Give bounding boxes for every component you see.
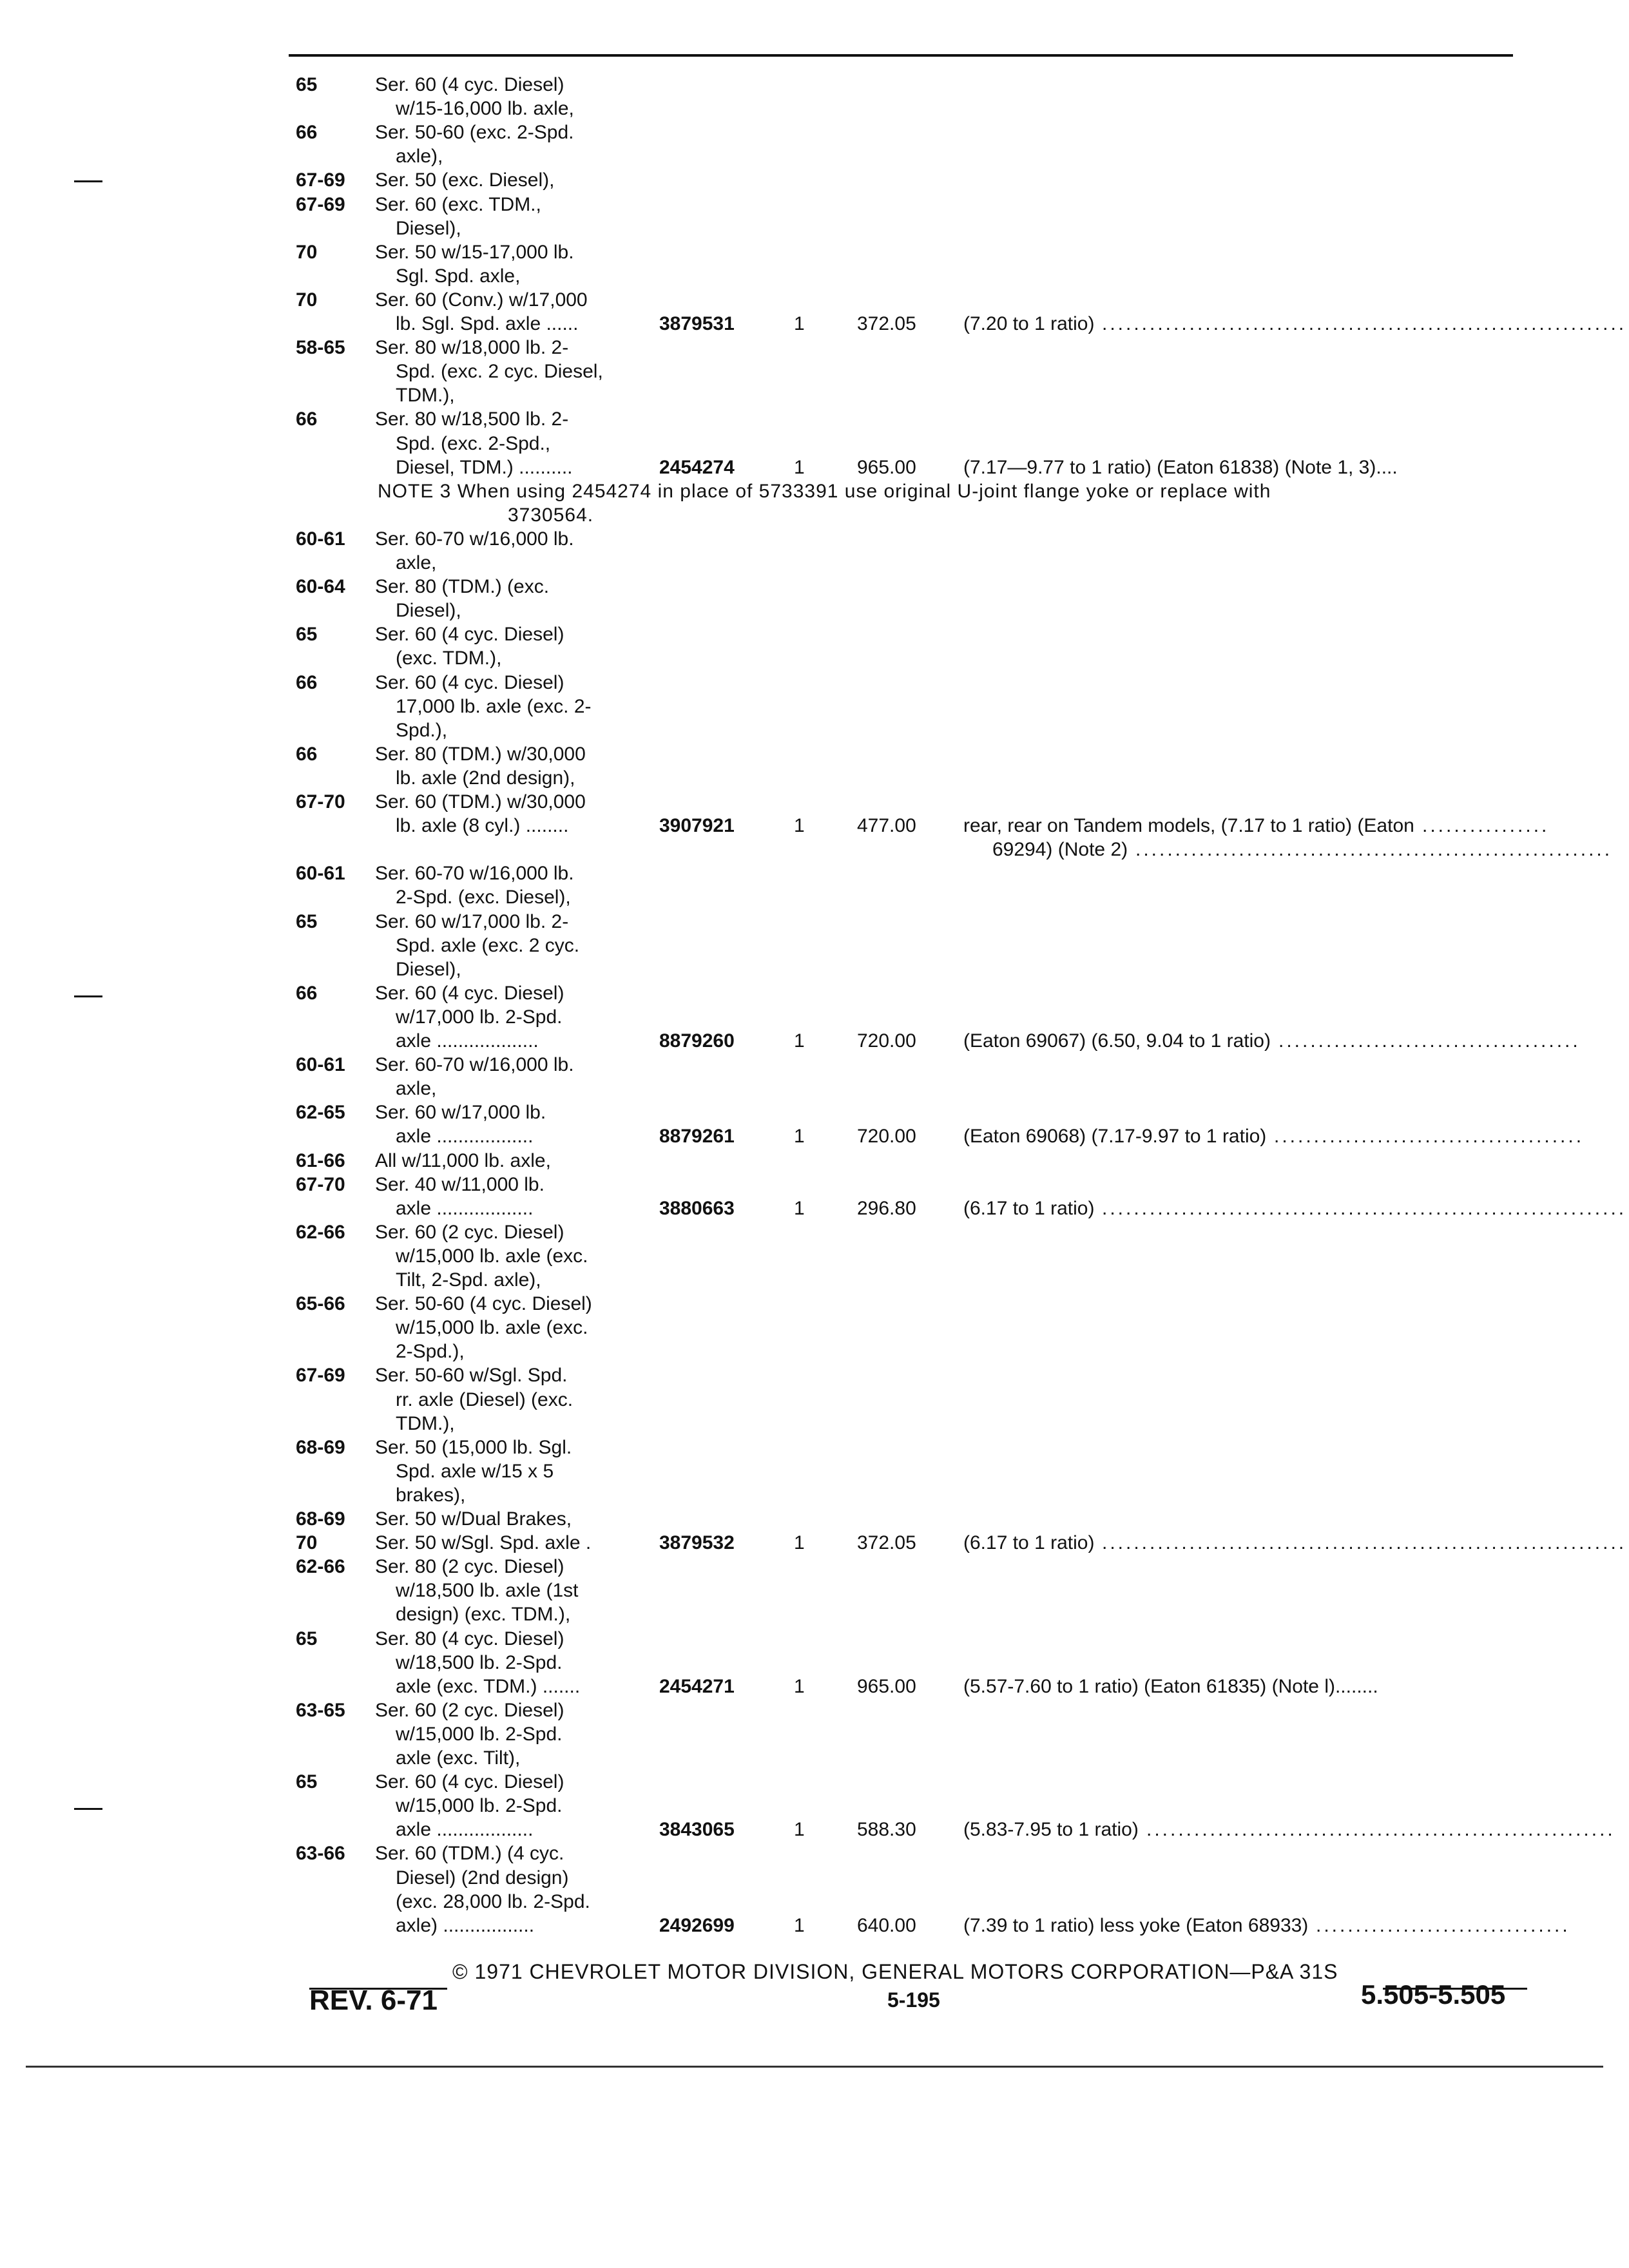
description: Ser. 50-60 w/Sgl. Spd.	[375, 1365, 568, 1387]
model-year: 60-61	[296, 528, 345, 550]
list-line	[0, 957, 1629, 982]
description: Spd. axle (exc. 2 cyc.	[396, 934, 580, 956]
list-line	[0, 503, 1629, 528]
list-line	[0, 575, 1629, 599]
description: Ser. 60-70 w/16,000 lb.	[375, 528, 574, 550]
list-line	[0, 1555, 1629, 1579]
list-price: 965.00	[857, 1675, 916, 1697]
description: axle ..................	[396, 1197, 534, 1219]
description: TDM.),	[396, 1412, 455, 1434]
list-line	[0, 168, 1629, 193]
description: 2-Spd.),	[396, 1341, 465, 1363]
list-line	[0, 288, 1629, 312]
description: Ser. 80 (TDM.) (exc.	[375, 576, 550, 598]
dot-leader: ..................................................................	[1102, 1532, 1627, 1554]
description: axle ...................	[396, 1030, 539, 1052]
description: Ser. 80 (2 cyc. Diesel)	[375, 1556, 564, 1578]
dot-leader: ................................	[1316, 1914, 1570, 1936]
quantity: 1	[794, 1126, 805, 1148]
description: (exc. 28,000 lb. 2-Spd.	[396, 1890, 590, 1912]
list-price: 588.30	[857, 1819, 916, 1841]
list-line	[0, 1029, 1629, 1053]
list-price: 720.00	[857, 1126, 916, 1148]
part-number: 8879260	[659, 1030, 735, 1052]
model-year: 63-65	[296, 1699, 345, 1721]
model-year: 62-65	[296, 1102, 345, 1124]
description: axle ..................	[396, 1819, 534, 1841]
quantity: 1	[794, 1819, 805, 1841]
quantity: 1	[794, 313, 805, 334]
list-line	[0, 861, 1629, 886]
description: lb. axle (2nd design),	[396, 767, 575, 789]
model-year: 60-61	[296, 1054, 345, 1076]
list-line	[0, 1698, 1629, 1723]
list-price: 477.00	[857, 815, 916, 837]
part-number: 3879531	[659, 313, 735, 334]
list-line	[0, 1602, 1629, 1627]
description: Ser. 80 w/18,000 lb. 2-	[375, 337, 569, 359]
remarks: (6.17 to 1 ratio)	[963, 1532, 1095, 1554]
description: Diesel),	[396, 600, 461, 622]
model-year: 67-69	[296, 1365, 345, 1387]
list-line	[0, 193, 1629, 217]
list-line	[0, 1531, 1629, 1555]
description: Ser. 50 (exc. Diesel),	[375, 169, 555, 191]
list-line	[0, 456, 1629, 480]
list-line	[0, 838, 1629, 862]
model-year: 65-66	[296, 1293, 345, 1315]
quantity: 1	[794, 1675, 805, 1697]
bottom-rule	[26, 2066, 1603, 2068]
description: Diesel) (2nd design)	[396, 1867, 569, 1888]
revision-label: REV. 6-71	[309, 1984, 438, 2016]
description: w/17,000 lb. 2-Spd.	[396, 1006, 563, 1028]
description: Ser. 60 (4 cyc. Diesel)	[375, 74, 564, 95]
remarks: (5.83-7.95 to 1 ratio)	[963, 1819, 1139, 1841]
remarks: rear, rear on Tandem models, (7.17 to 1 ratio) (Eaton	[963, 815, 1414, 837]
list-line	[0, 814, 1629, 838]
description: Ser. 60 (TDM.) (4 cyc.	[375, 1843, 564, 1865]
list-price: 965.00	[857, 456, 916, 478]
part-number: 8879261	[659, 1126, 735, 1148]
list-line	[0, 1651, 1629, 1675]
description: lb. axle (8 cyl.) ........	[396, 815, 569, 837]
list-line	[0, 1436, 1629, 1460]
list-line	[0, 1149, 1629, 1173]
description: w/15,000 lb. 2-Spd.	[396, 1723, 563, 1745]
description: axle,	[396, 1078, 437, 1100]
description: brakes),	[396, 1484, 466, 1506]
list-line	[0, 981, 1629, 1006]
list-line	[0, 1244, 1629, 1269]
description: All w/11,000 lb. axle,	[375, 1149, 551, 1171]
description: Ser. 60 (2 cyc. Diesel)	[375, 1699, 564, 1721]
description: Ser. 50-60 (4 cyc. Diesel)	[375, 1293, 592, 1315]
list-line	[0, 646, 1629, 671]
model-year: 60-61	[296, 863, 345, 885]
list-line	[0, 360, 1629, 384]
list-line	[0, 1340, 1629, 1364]
description: Diesel),	[396, 958, 461, 980]
list-line	[0, 671, 1629, 695]
description: 17,000 lb. axle (exc. 2-	[396, 695, 592, 717]
list-line	[0, 1363, 1629, 1388]
description: Diesel),	[396, 217, 461, 239]
description: Ser. 60 (4 cyc. Diesel)	[375, 1771, 564, 1793]
description: Diesel, TDM.) ..........	[396, 456, 573, 478]
description: Ser. 60 (TDM.) w/30,000	[375, 791, 586, 812]
quantity: 1	[794, 1197, 805, 1219]
model-year: 70	[296, 1532, 318, 1554]
quantity: 1	[794, 1030, 805, 1052]
remarks: (5.57-7.60 to 1 ratio) (Eaton 61835) (Note l)........	[963, 1675, 1378, 1697]
list-line	[0, 1220, 1629, 1245]
dot-leader: ..................................................................	[1102, 313, 1627, 334]
list-line	[0, 1268, 1629, 1293]
list-line	[0, 479, 1629, 504]
model-year: 66	[296, 122, 318, 144]
list-line	[0, 910, 1629, 934]
part-number: 2454274	[659, 456, 735, 478]
remarks: (Eaton 69068) (7.17-9.97 to 1 ratio)	[963, 1126, 1267, 1148]
list-line	[0, 1890, 1629, 1914]
description: Spd.),	[396, 719, 448, 741]
description: Ser. 50 w/15-17,000 lb.	[375, 241, 574, 263]
list-line	[0, 120, 1629, 145]
description: Ser. 60 (4 cyc. Diesel)	[375, 624, 564, 646]
description: Ser. 60 (exc. TDM.,	[375, 193, 541, 215]
part-number: 2454271	[659, 1675, 735, 1697]
model-year: 70	[296, 241, 318, 263]
model-year: 65	[296, 910, 318, 932]
model-year: 68-69	[296, 1436, 345, 1458]
description: Ser. 40 w/11,000 lb.	[375, 1173, 545, 1195]
description: Ser. 60 w/17,000 lb.	[375, 1102, 546, 1124]
description: Ser. 60 (2 cyc. Diesel)	[375, 1221, 564, 1243]
list-line	[0, 1412, 1629, 1436]
dot-leader: .......................................	[1274, 1126, 1585, 1148]
description: Ser. 50-60 (exc. 2-Spd.	[375, 122, 574, 144]
dot-leader: ............................................................	[1135, 839, 1613, 861]
model-year: 58-65	[296, 337, 345, 359]
model-year: 65	[296, 1771, 318, 1793]
description: TDM.),	[396, 385, 455, 407]
list-line	[0, 695, 1629, 719]
description: Ser. 60-70 w/16,000 lb.	[375, 863, 574, 885]
list-price: 640.00	[857, 1914, 916, 1936]
description: Ser. 80 w/18,500 lb. 2-	[375, 408, 569, 430]
remarks: (7.39 to 1 ratio) less yoke (Eaton 68933)	[963, 1914, 1309, 1936]
description: w/15,000 lb. 2-Spd.	[396, 1795, 563, 1817]
model-year: 67-69	[296, 169, 345, 191]
model-year: 66	[296, 743, 318, 765]
list-line	[0, 1173, 1629, 1197]
list-line	[0, 1627, 1629, 1651]
list-line	[0, 432, 1629, 456]
list-line	[0, 97, 1629, 121]
description: axle (exc. TDM.) .......	[396, 1675, 581, 1697]
section-number: 5.505-5.505	[1361, 1979, 1506, 2010]
model-year: 66	[296, 671, 318, 693]
dot-leader: ......................................	[1278, 1030, 1581, 1052]
description: Ser. 80 (TDM.) w/30,000	[375, 743, 586, 765]
list-line	[0, 1818, 1629, 1842]
description: Ser. 60 (Conv.) w/17,000	[375, 289, 588, 311]
description: Spd. (exc. 2 cyc. Diesel,	[396, 361, 603, 383]
description: lb. Sgl. Spd. axle ......	[396, 313, 579, 334]
list-line	[0, 1746, 1629, 1771]
list-line	[0, 1770, 1629, 1794]
list-price: 372.05	[857, 313, 916, 334]
remarks: (6.17 to 1 ratio)	[963, 1197, 1095, 1219]
description: axle) .................	[396, 1914, 535, 1936]
list-line	[0, 1507, 1629, 1532]
model-year: 67-70	[296, 1173, 345, 1195]
quantity: 1	[794, 1914, 805, 1936]
list-line	[0, 934, 1629, 958]
list-price: 720.00	[857, 1030, 916, 1052]
description: Ser. 60-70 w/16,000 lb.	[375, 1054, 574, 1076]
list-line	[0, 1483, 1629, 1508]
list-line	[0, 742, 1629, 767]
model-year: 67-69	[296, 193, 345, 215]
description: Ser. 60 (4 cyc. Diesel)	[375, 982, 564, 1004]
list-line	[0, 312, 1629, 336]
list-line	[0, 1196, 1629, 1221]
description: Ser. 50 w/Dual Brakes,	[375, 1508, 572, 1530]
list-line	[0, 1459, 1629, 1484]
description: Sgl. Spd. axle,	[396, 265, 521, 287]
quantity: 1	[794, 456, 805, 478]
description: w/15-16,000 lb. axle,	[396, 98, 574, 120]
quantity: 1	[794, 815, 805, 837]
list-line	[0, 1124, 1629, 1149]
description: Ser. 60 w/17,000 lb. 2-	[375, 910, 569, 932]
part-number: 3907921	[659, 815, 735, 837]
list-line	[0, 1841, 1629, 1866]
model-year: 62-66	[296, 1556, 345, 1578]
description: w/15,000 lb. axle (exc.	[396, 1245, 588, 1267]
note-text: 3730564.	[508, 504, 594, 526]
description: rr. axle (Diesel) (exc.	[396, 1389, 574, 1410]
description: design) (exc. TDM.),	[396, 1604, 571, 1626]
page-number: 5-195	[887, 1988, 940, 2012]
dot-leader: ..................................................................	[1102, 1197, 1627, 1219]
description: w/18,500 lb. axle (1st	[396, 1580, 579, 1602]
description: axle),	[396, 146, 443, 168]
list-line	[0, 1579, 1629, 1603]
description: w/18,500 lb. 2-Spd.	[396, 1651, 563, 1673]
model-year: 66	[296, 982, 318, 1004]
list-line	[0, 527, 1629, 552]
dot-leader: ...........................................................	[1146, 1819, 1615, 1841]
list-price: 372.05	[857, 1532, 916, 1554]
model-year: 65	[296, 624, 318, 646]
part-number: 3879532	[659, 1532, 735, 1554]
model-year: 62-66	[296, 1221, 345, 1243]
list-line	[0, 407, 1629, 432]
description: Spd. axle w/15 x 5	[396, 1460, 554, 1482]
list-line	[0, 1292, 1629, 1316]
list-line	[0, 216, 1629, 241]
list-line	[0, 766, 1629, 791]
list-line	[0, 599, 1629, 623]
list-line	[0, 240, 1629, 265]
model-year: 60-64	[296, 576, 345, 598]
remarks: 69294) (Note 2)	[992, 839, 1128, 861]
footer-copyright: © 1971 CHEVROLET MOTOR DIVISION, GENERAL MOTORS CORPORATION—P&A 31S	[452, 1960, 1338, 1983]
description: Ser. 50 w/Sgl. Spd. axle .	[375, 1532, 592, 1554]
list-line	[0, 622, 1629, 647]
list-line	[0, 1722, 1629, 1747]
description: axle ..................	[396, 1126, 534, 1148]
dot-leader: ................	[1422, 815, 1550, 837]
list-line	[0, 1100, 1629, 1125]
description: Ser. 80 (4 cyc. Diesel)	[375, 1628, 564, 1649]
quantity: 1	[794, 1532, 805, 1554]
model-year: 61-66	[296, 1149, 345, 1171]
model-year: 70	[296, 289, 318, 311]
list-line	[0, 790, 1629, 814]
list-line	[0, 336, 1629, 360]
model-year: 65	[296, 74, 318, 95]
description: 2-Spd. (exc. Diesel),	[396, 887, 571, 908]
description: axle (exc. Tilt),	[396, 1747, 521, 1769]
description: Ser. 60 (4 cyc. Diesel)	[375, 671, 564, 693]
list-line	[0, 551, 1629, 575]
list-line	[0, 718, 1629, 743]
list-line	[0, 1005, 1629, 1030]
list-line	[0, 1316, 1629, 1340]
list-line	[0, 1675, 1629, 1699]
list-line	[0, 1077, 1629, 1101]
list-line	[0, 264, 1629, 289]
list-line	[0, 383, 1629, 408]
model-year: 63-66	[296, 1843, 345, 1865]
list-line	[0, 1866, 1629, 1890]
description: Ser. 50 (15,000 lb. Sgl.	[375, 1436, 572, 1458]
list-line	[0, 1794, 1629, 1818]
description: w/15,000 lb. axle (exc.	[396, 1317, 588, 1339]
model-year: 66	[296, 408, 318, 430]
description: Tilt, 2-Spd. axle),	[396, 1269, 541, 1291]
remarks: (Eaton 69067) (6.50, 9.04 to 1 ratio)	[963, 1030, 1271, 1052]
remarks: (7.20 to 1 ratio)	[963, 313, 1095, 334]
part-number: 3843065	[659, 1819, 735, 1841]
list-line	[0, 1388, 1629, 1412]
part-number: 3880663	[659, 1197, 735, 1219]
remarks: (7.17—9.77 to 1 ratio) (Eaton 61838) (Note 1, 3)....	[963, 456, 1398, 478]
list-line	[0, 885, 1629, 910]
list-line	[0, 1053, 1629, 1077]
note-text: NOTE 3 When using 2454274 in place of 5733391 use original U-joint flange yoke or replace with	[378, 480, 1271, 502]
list-line	[0, 144, 1629, 169]
description: axle,	[396, 552, 437, 573]
description: Spd. (exc. 2-Spd.,	[396, 432, 551, 454]
list-line	[0, 73, 1629, 97]
list-line	[0, 1914, 1629, 1938]
model-year: 67-70	[296, 791, 345, 812]
description: (exc. TDM.),	[396, 648, 502, 669]
model-year: 68-69	[296, 1508, 345, 1530]
model-year: 65	[296, 1628, 318, 1649]
list-price: 296.80	[857, 1197, 916, 1219]
part-number: 2492699	[659, 1914, 735, 1936]
